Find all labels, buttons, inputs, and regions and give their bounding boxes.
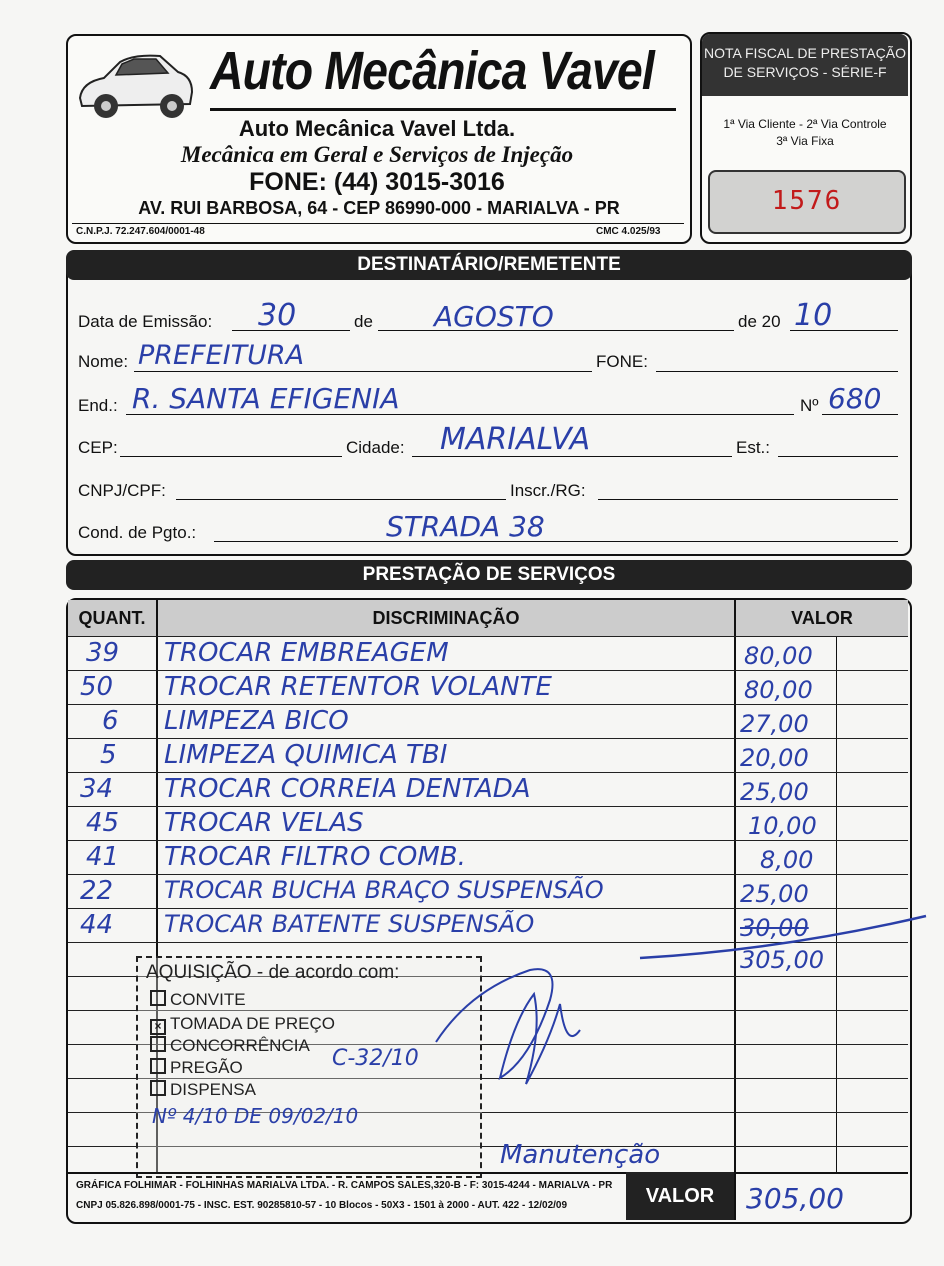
stamp-code: C-32/10: [332, 1046, 419, 1071]
field-inscr-line: [598, 499, 898, 500]
col-divider-cents: [836, 636, 837, 1172]
company-phone: FONE: (44) 3015-3016: [249, 168, 505, 196]
row-desc: TROCAR EMBREAGEM: [164, 638, 449, 668]
table-rule: [68, 636, 908, 637]
label-inscr-rg: Inscr./RG:: [510, 481, 586, 500]
servicos-section-title: PRESTAÇÃO DE SERVIÇOS: [66, 560, 912, 590]
footer-valor-total: 305,00: [746, 1182, 844, 1215]
field-dia[interactable]: 30: [258, 298, 297, 333]
signature-icon: [430, 960, 590, 1100]
stamp-option: [150, 1080, 256, 1100]
row-valor: 20,00: [740, 744, 809, 772]
row-qty: 22: [80, 876, 114, 906]
destinatario-section-title: DESTINATÁRIO/REMETENTE: [66, 250, 912, 280]
field-cond-line: [214, 541, 898, 542]
company-cnpj: C.N.P.J. 72.247.604/0001-48: [76, 226, 205, 237]
row-valor: 25,00: [740, 880, 809, 908]
row-desc: LIMPEZA QUIMICA TBI: [164, 740, 448, 770]
stamp-checkbox: [150, 1080, 166, 1096]
label-endereco: End.:: [78, 396, 118, 415]
table-rule: [68, 738, 908, 739]
field-ano[interactable]: 10: [794, 298, 833, 333]
row-valor: 25,00: [740, 778, 809, 806]
col-header-quant: QUANT.: [68, 600, 156, 636]
stamp-title: AQUISIÇÃO - de acordo com:: [146, 962, 400, 983]
row-desc: TROCAR VELAS: [164, 808, 364, 838]
row-valor: 80,00: [744, 642, 813, 670]
field-numero[interactable]: 680: [828, 382, 882, 415]
table-rule: [68, 670, 908, 671]
table-rule: [68, 840, 908, 841]
stamp-option-checked: [150, 1014, 335, 1035]
table-rule: [68, 874, 908, 875]
stamp-option: [150, 990, 246, 1010]
row-desc: TROCAR RETENTOR VOLANTE: [164, 672, 552, 702]
nota-vias-line1: 1ª Via Cliente - 2ª Via Controle: [723, 117, 887, 131]
field-estado-line: [778, 456, 898, 457]
company-cmc: CMC 4.025/93: [596, 226, 661, 237]
row-desc: TROCAR FILTRO COMB.: [164, 842, 466, 872]
row-qty: 41: [86, 842, 120, 872]
nota-title: [702, 44, 908, 82]
label-cond-pgto: Cond. de Pgto.:: [78, 523, 197, 542]
row-qty: 50: [80, 672, 114, 702]
nota-number: 1576: [771, 186, 843, 216]
footer-printer-line1: GRÁFICA FOLHIMAR - FOLHINHAS MARIALVA LTDA. - R. CAMPOS SALES,320-B - F: 3015-4244 - MARIALVA - PR: [76, 1180, 613, 1191]
company-name: Auto Mecânica Vavel Ltda.: [238, 116, 516, 141]
nota-vias: [702, 116, 908, 150]
nota-title-line1: NOTA FISCAL DE PRESTAÇÃO: [703, 45, 906, 61]
field-endereco[interactable]: R. SANTA EFIGENIA: [132, 382, 400, 415]
stamp-option-label: CONVITE: [170, 990, 246, 1009]
col-header-discriminacao: DISCRIMINAÇÃO: [158, 600, 734, 636]
field-nome-line: [134, 371, 592, 372]
field-cidade[interactable]: MARIALVA: [440, 422, 591, 457]
table-rule: [68, 772, 908, 773]
subtotal-valor: 305,00: [740, 946, 824, 974]
label-cnpj-cpf: CNPJ/CPF:: [78, 481, 166, 500]
stamp-option: [150, 1058, 243, 1078]
stamp-option-label: PREGÃO: [170, 1058, 243, 1077]
label-fone: FONE:: [596, 352, 648, 371]
stamp-option-label: DISPENSA: [170, 1080, 256, 1099]
stamp-checkbox: [150, 1036, 166, 1052]
row-qty: 6: [102, 706, 119, 736]
table-rule: [68, 908, 908, 909]
row-valor: 80,00: [744, 676, 813, 704]
stamp-checkbox-checked: ×: [150, 1019, 166, 1035]
row-valor: 8,00: [760, 846, 814, 874]
label-cidade: Cidade:: [346, 438, 405, 457]
label-numero: Nº: [800, 396, 819, 415]
field-mes-line: [378, 330, 734, 331]
label-data-emissao: Data de Emissão:: [78, 312, 213, 331]
label-cep: CEP:: [78, 438, 118, 457]
row-valor: 10,00: [748, 812, 817, 840]
brand-title: Auto Mecânica Vavel: [210, 41, 654, 101]
footer-valor-label: VALOR: [626, 1172, 734, 1220]
company-tagline: Mecânica em Geral e Serviços de Injeção: [180, 142, 574, 167]
field-cnpj-line: [176, 499, 506, 500]
label-de: de: [354, 312, 373, 331]
label-de-20: de 20: [738, 312, 781, 331]
row-valor: 30,00: [740, 914, 809, 942]
row-qty: 34: [80, 774, 114, 804]
row-qty: 5: [100, 740, 117, 770]
row-qty: 39: [86, 638, 120, 668]
col-header-valor: VALOR: [736, 600, 908, 636]
company-address: AV. RUI BARBOSA, 64 - CEP 86990-000 - MARIALVA - PR: [138, 198, 620, 218]
field-fone-line: [656, 371, 898, 372]
car-logo-icon: [74, 46, 196, 126]
field-cond-pgto[interactable]: STRADA 38: [386, 510, 545, 543]
row-qty: 45: [86, 808, 120, 838]
manutencao-note: Manutenção: [500, 1140, 661, 1170]
stamp-option-label: CONCORRÊNCIA: [170, 1036, 310, 1055]
row-desc: TROCAR BUCHA BRAÇO SUSPENSÃO: [164, 876, 604, 904]
brand-underline: [210, 108, 676, 111]
stamp-option: [150, 1036, 310, 1056]
stamp-option-label: TOMADA DE PREÇO: [170, 1014, 335, 1033]
footer-printer-line2: CNPJ 05.826.898/0001-75 - INSC. EST. 90285810-57 - 10 Blocos - 50X3 - 1501 à 2000 - AUT. 422 - 12/02/09: [76, 1200, 568, 1211]
row-desc: TROCAR CORREIA DENTADA: [164, 774, 531, 804]
field-nome[interactable]: PREFEITURA: [138, 340, 305, 371]
stamp-numero: Nº 4/10 DE 09/02/10: [152, 1104, 359, 1128]
field-cep-line: [120, 456, 342, 457]
label-estado: Est.:: [736, 438, 771, 457]
row-desc: TROCAR BATENTE SUSPENSÃO: [164, 910, 535, 938]
row-desc: LIMPEZA BICO: [164, 706, 349, 736]
stamp-checkbox: [150, 990, 166, 1006]
nota-title-line2: DE SERVIÇOS - SÉRIE-F: [723, 64, 887, 80]
row-qty: 44: [80, 910, 114, 940]
nota-vias-line2: 3ª Via Fixa: [776, 134, 834, 148]
label-nome: Nome:: [78, 352, 129, 371]
table-rule: [68, 704, 908, 705]
table-rule: [68, 806, 908, 807]
row-valor: 27,00: [740, 710, 809, 738]
field-mes[interactable]: AGOSTO: [434, 300, 554, 333]
stamp-checkbox: [150, 1058, 166, 1074]
